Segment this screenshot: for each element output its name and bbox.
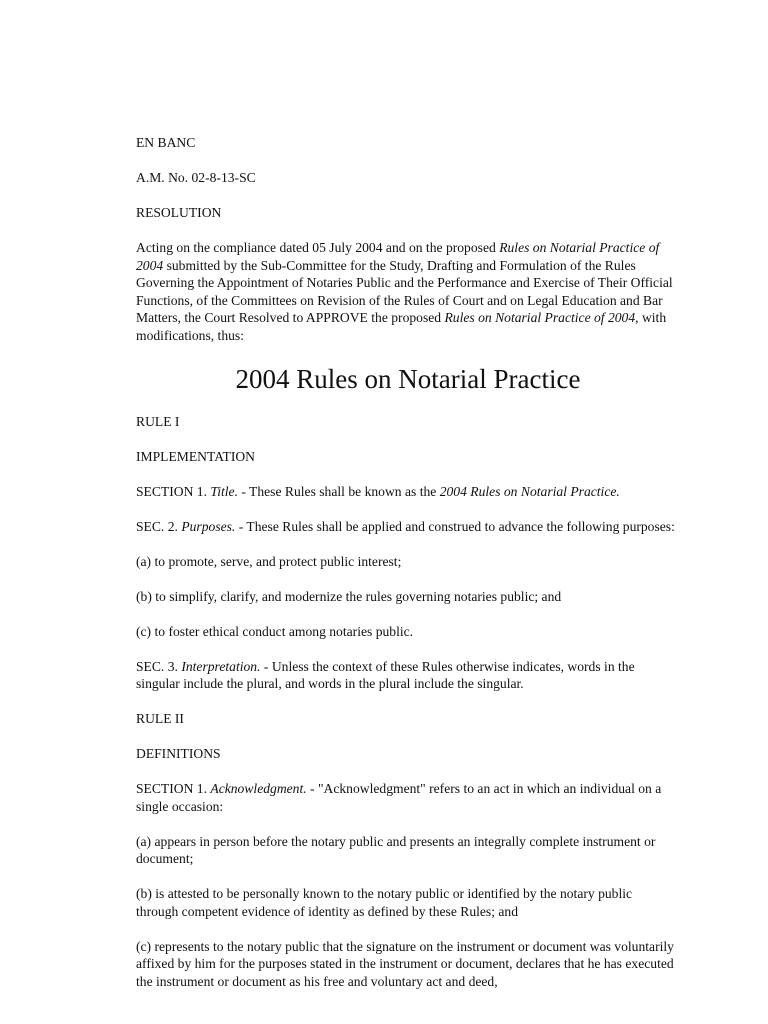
- definition-item-b: (b) is attested to be personally known to the notary public or identified by the notary public through competent evidence of identity as defined by these Rules; and: [136, 886, 633, 919]
- section-prefix: SECTION 1.: [136, 781, 211, 796]
- section-text: - These Rules shall be applied and construed to advance the following purposes:: [235, 518, 675, 534]
- section-title: Purposes.: [181, 518, 236, 534]
- rule-1-section-2: [136, 518, 676, 536]
- section-prefix: SEC. 2.: [136, 518, 182, 534]
- purpose-item-b: (b) to simplify, clarify, and modernize the rules governing notaries public; and: [136, 588, 562, 604]
- section-text: - Unless the context of these Rules otherwise indicates, words in the singular include the plural, and words in the plural include the singular.: [136, 658, 635, 691]
- section-text: - These Rules shall be known as the: [237, 483, 440, 499]
- intro-title-italic-2: Rules on Notarial Practice of 2004,: [444, 310, 639, 325]
- rule-2-label: RULE II: [136, 711, 184, 726]
- definition-item-c: (c) represents to the notary public that the signature on the instrument or document was voluntarily affixed by him for the purposes stated in the instrument or document, declares that he has executed the instrument or document as his free and voluntary act and deed,: [136, 938, 674, 989]
- section-prefix: SEC. 3.: [136, 658, 182, 674]
- section-italic-title: 2004 Rules on Notarial Practice.: [439, 483, 620, 499]
- intro-paragraph: [136, 239, 676, 344]
- document-type: RESOLUTION: [136, 205, 222, 220]
- rule-2-section-1: [136, 780, 676, 815]
- section-title: Acknowledgment.: [210, 781, 307, 796]
- case-number: A.M. No. 02-8-13-SC: [136, 170, 256, 185]
- rule-1-heading: IMPLEMENTATION: [136, 448, 255, 464]
- intro-text-1: Acting on the compliance dated 05 July 2004 and on the proposed: [136, 240, 500, 255]
- document-title: 2004 Rules on Notarial Practice: [235, 363, 581, 394]
- section-title: Interpretation.: [181, 658, 261, 674]
- court-label: EN BANC: [136, 135, 196, 150]
- rule-2-heading: DEFINITIONS: [136, 746, 221, 761]
- definition-item-a: (a) appears in person before the notary public and presents an integrally complete instrument or document;: [136, 833, 656, 866]
- document-page: [136, 134, 676, 1008]
- section-text: - "Acknowledgment" refers to an act in which an individual on a single occasion:: [136, 781, 662, 814]
- section-title: Title.: [210, 483, 238, 499]
- intro-text-3: with modifications, thus:: [136, 310, 667, 343]
- rule-1-label: RULE I: [136, 413, 180, 429]
- purpose-item-c: (c) to foster ethical conduct among notaries public.: [136, 623, 414, 639]
- intro-text-2: submitted by the Sub-Committee for the Study, Drafting and Formulation of the Rules Governing the Appointment of Notaries Public and the Performance and Exercise of Their Official Functions, of the Committees on Revision of the Rules of Court and on Legal Education and Bar Matters, the Court Resolved to APPROVE the proposed: [136, 257, 673, 325]
- purpose-item-a: (a) to promote, serve, and protect public interest;: [136, 553, 402, 569]
- rule-1-section-3: [136, 658, 676, 693]
- section-prefix: SECTION 1.: [136, 483, 211, 499]
- intro-title-italic: Rules on Notarial Practice of 2004: [136, 240, 660, 273]
- rule-1-section-1: [136, 483, 676, 501]
